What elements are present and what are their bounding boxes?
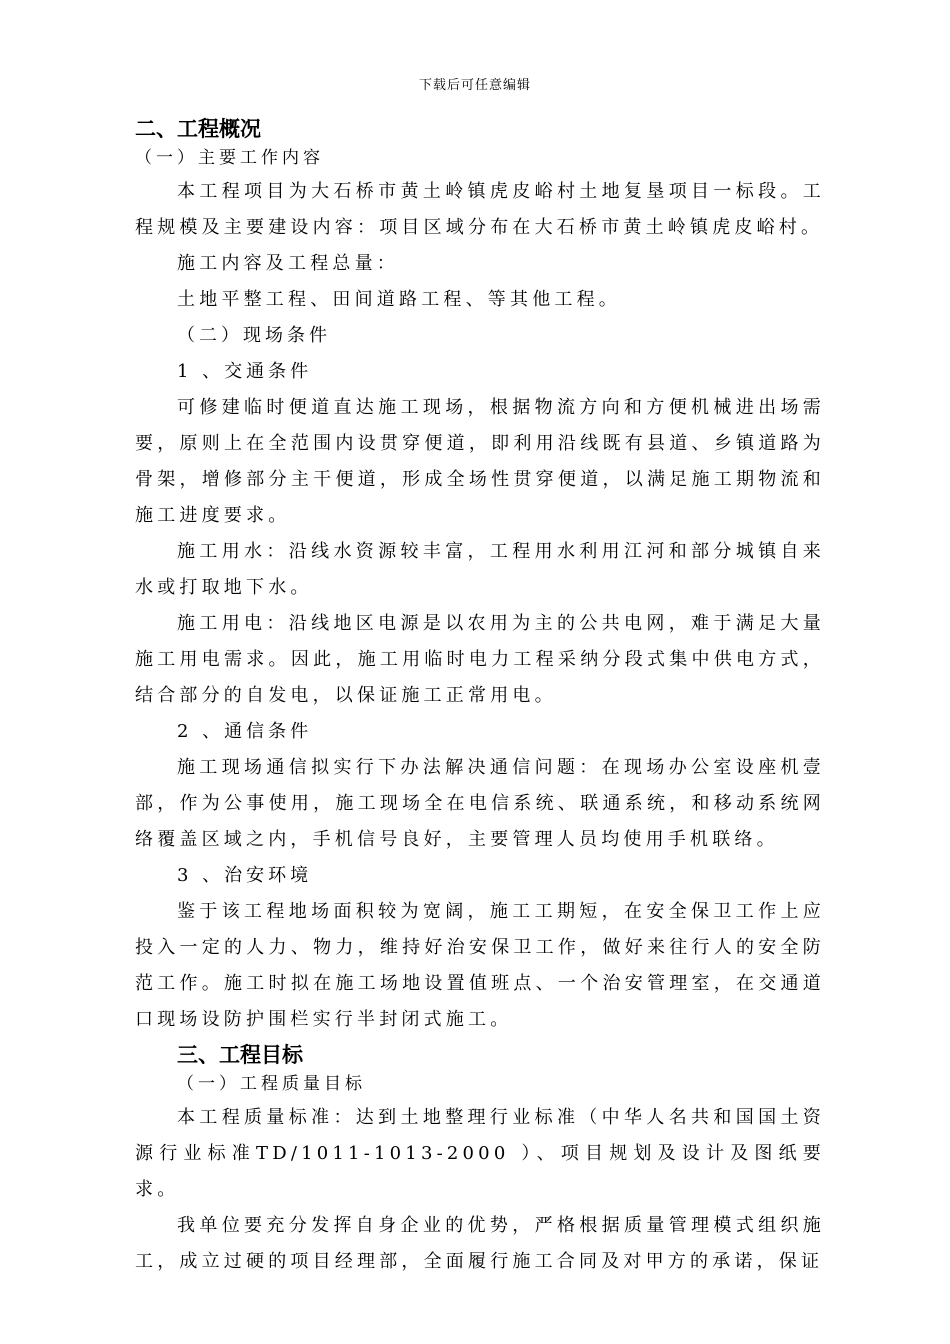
subsection-title-main-work: （一）主要工作内容	[135, 148, 324, 168]
item-title-security: 3 、治安环境	[177, 865, 313, 886]
item-title-traffic: 1 、交通条件	[177, 361, 313, 382]
paragraph: 我单位要充分发挥自身企业的优势，严格根据质量管理模式组织施工，成立过硬的项目经理部，全面履行施工合同及对甲方的承诺，保证	[135, 1215, 825, 1272]
paragraph: 施工现场通信拟实行下办法解决通信问题：在现场办公室设座机壹部，作为公事使用，施工现场全在电信系统、联通系统，和移动系统网络覆盖区域之内，手机信号良好，主要管理人员均使用手机联络。	[135, 757, 825, 850]
paragraph: 施工用水：沿线水资源较丰富，工程用水利用江河和部分城镇自来水或打取地下水。	[135, 541, 825, 598]
document-body	[135, 112, 825, 1280]
page-header: 下载后可任意编辑	[418, 78, 531, 93]
paragraph: 本工程项目为大石桥市黄土岭镇虎皮峪村土地复垦项目一标段。工程规模及主要建设内容：项目区域分布在大石桥市黄土岭镇虎皮峪村。	[135, 181, 825, 238]
section-title-goals: 三、工程目标	[177, 1043, 303, 1067]
subsection-title-quality-goal: （一）工程质量目标	[177, 1074, 366, 1094]
subsection-title-site-conditions: （二）现场条件	[177, 325, 331, 346]
section-title-overview: 二、工程概况	[135, 117, 261, 141]
paragraph: 可修建临时便道直达施工现场，根据物流方向和方便机械进出场需要，原则上在全范围内设贯穿便道，即利用沿线既有县道、乡镇道路为骨架，增修部分主干便道，形成全场性贯穿便道，以满足施工期物流和施工进度要求。	[135, 397, 825, 526]
paragraph: 施工用电：沿线地区电源是以农用为主的公共电网，难于满足大量施工用电需求。因此，施工用临时电力工程采纳分段式集中供电方式，结合部分的自发电，以保证施工正常用电。	[135, 613, 825, 706]
paragraph: 施工内容及工程总量：	[177, 253, 399, 274]
item-title-communication: 2 、通信条件	[177, 721, 313, 742]
paragraph: 本工程质量标准：达到土地整理行业标准（中华人名共和国国土资源行业标准TD/1011-1013-2000 ）、项目规划及设计及图纸要求。	[135, 1107, 825, 1200]
paragraph: 土地平整工程、田间道路工程、等其他工程。	[177, 289, 621, 310]
paragraph: 鉴于该工程地场面积较为宽阔，施工工期短，在安全保卫工作上应投入一定的人力、物力，维持好治安保卫工作，做好来往行人的安全防范工作。施工时拟在施工场地设置值班点、一个治安管理室，在交通道口现场设防护围栏实行半封闭式施工。	[135, 901, 825, 1030]
